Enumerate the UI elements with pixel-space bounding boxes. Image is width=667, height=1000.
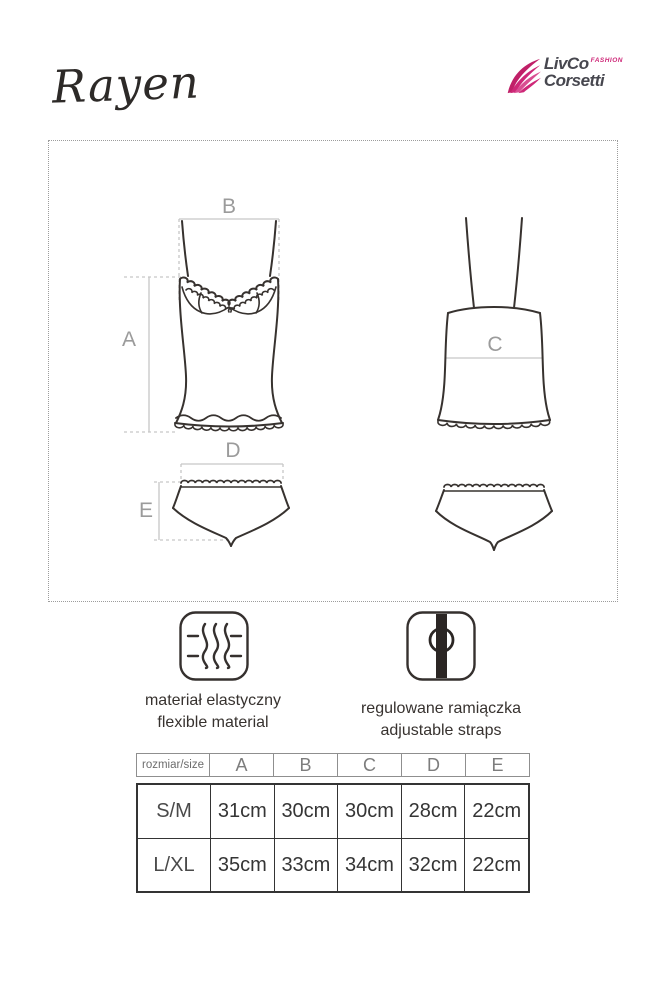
brand-logo [505, 55, 623, 96]
size-header-d: D [401, 754, 465, 776]
size-row-sm-label: S/M [156, 800, 192, 822]
size-sm-c: 30cm [337, 785, 401, 838]
size-table-header [136, 753, 530, 777]
panties-back-drawing [436, 485, 552, 550]
adjustable-straps-icon [406, 611, 476, 681]
size-lxl-c: 34cm [337, 838, 401, 891]
logo-livco-text: LivCo [543, 54, 589, 73]
logo-fashion-text: FASHION [590, 57, 623, 64]
dimension-label-d: D [225, 439, 241, 462]
straps-caption-pl: regulowane ramiączka [360, 700, 522, 717]
elastic-caption-pl: materiał elastyczny [144, 692, 282, 709]
camisole-back-drawing [438, 218, 550, 429]
elastic-caption-en: flexible material [157, 714, 269, 731]
camisole-front-drawing [175, 221, 283, 431]
dimension-label-c: C [487, 333, 503, 356]
measurement-diagram-box [48, 140, 618, 602]
size-sm-b: 30cm [274, 785, 338, 838]
size-lxl-b: 33cm [274, 838, 338, 891]
logo-swoosh-icon [505, 56, 541, 96]
product-title: Rayen [51, 55, 201, 114]
size-header-c: C [337, 754, 401, 776]
size-sm-a: 31cm [210, 785, 274, 838]
garment-measurement-diagram [49, 141, 617, 601]
logo-corsetti-text: Corsetti [543, 71, 605, 90]
panties-front-drawing [173, 481, 289, 546]
elastic-material-icon [179, 611, 249, 681]
size-sm-d: 28cm [401, 785, 465, 838]
size-header-e: E [465, 754, 529, 776]
size-lxl-a: 35cm [210, 838, 274, 891]
adjustable-straps-caption [361, 698, 521, 742]
dimension-label-b: B [221, 195, 237, 218]
logo-text [544, 55, 623, 89]
straps-caption-en: adjustable straps [380, 722, 502, 739]
dimension-label-e: E [138, 499, 154, 522]
size-lxl-d: 32cm [401, 838, 465, 891]
dimension-label-a: A [121, 328, 137, 351]
size-row-lxl-label: L/XL [138, 838, 210, 891]
size-table-body [136, 783, 530, 893]
size-sm-e: 22cm [464, 785, 528, 838]
elastic-material-caption [145, 690, 281, 734]
size-header-label: rozmiar/size [142, 759, 204, 771]
size-lxl-e: 22cm [464, 838, 528, 891]
size-header-b: B [273, 754, 337, 776]
size-header-a: A [209, 754, 273, 776]
